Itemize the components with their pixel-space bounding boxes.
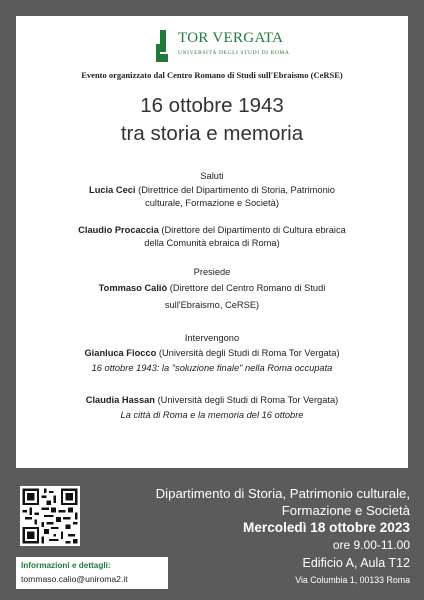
qr-code-icon[interactable] (20, 486, 80, 546)
speaker-2 (16, 394, 408, 407)
organizer-line: Evento organizzato dal Centro Romano di Studi sull'Ebraismo (CeRSE) (81, 70, 343, 80)
saluti-person-1 (16, 184, 408, 197)
title-line-2: tra storia e memoria (120, 122, 304, 145)
person-role: (Direttrice del Dipartimento di Storia, Patrimonio (135, 185, 335, 195)
person-name: Lucia Ceci (89, 185, 136, 195)
tor-vergata-logo-icon (156, 30, 168, 62)
logo-name: TOR VERGATA (178, 30, 284, 46)
intervengono-heading: Intervengono (184, 333, 240, 343)
event-time: ore 9.00-11.00 (332, 538, 410, 552)
info-box (16, 557, 168, 589)
speaker-affiliation: (Università degli Studi di Roma Tor Vergata) (156, 348, 340, 358)
contact-email-link[interactable]: tommaso.calio@uniroma2.it (21, 574, 128, 584)
speaker-1 (16, 347, 408, 360)
department-line-2: Formazione e Società (281, 503, 410, 518)
speaker-affiliation: (Università degli Studi di Roma Tor Vergata) (154, 395, 339, 405)
talk-title: La città di Roma e la memoria del 16 ottobre (120, 410, 304, 420)
department-line-1: Dipartimento di Storia, Patrimonio culturale, (155, 486, 410, 501)
saluti-person-2-role-cont: della Comunità ebraica di Roma) (144, 238, 280, 248)
event-location: Edificio A, Aula T12 (302, 556, 410, 570)
info-label: Informazioni e dettagli: (21, 561, 111, 570)
speaker-1-talk (16, 362, 408, 375)
university-logo (156, 30, 290, 64)
person-role: (Direttore del Centro Romano di Studi (167, 283, 326, 293)
event-title (16, 92, 408, 148)
presiede-heading: Presiede (193, 267, 231, 277)
saluti-person-1-role-cont: culturale, Formazione e Società) (145, 198, 279, 208)
saluti-heading: Saluti (200, 171, 224, 181)
person-role: (Direttore del Dipartimento di Cultura ebraica (158, 225, 346, 235)
title-line-1: 16 ottobre 1943 (140, 94, 284, 117)
event-date: Mercoledì 18 ottobre 2023 (243, 520, 410, 535)
talk-title: 16 ottobre 1943: la "soluzione finale" nella Roma occupata (91, 363, 333, 373)
speaker-name: Claudia Hassan (85, 395, 155, 405)
poster-card (16, 16, 408, 468)
event-address: Via Columbia 1, 00133 Roma (295, 575, 410, 585)
presiede-person (16, 282, 408, 295)
logo-subtitle: UNIVERSITÀ DEGLI STUDI DI ROMA (178, 50, 290, 56)
speaker-2-talk (16, 409, 408, 422)
person-name: Claudio Procaccia (78, 225, 159, 235)
speaker-name: Gianluca Fiocco (84, 348, 157, 358)
saluti-person-2 (16, 224, 408, 237)
presiede-role-cont: sull'Ebraismo, CeRSE) (164, 300, 260, 310)
person-name: Tommaso Caliò (98, 283, 168, 293)
